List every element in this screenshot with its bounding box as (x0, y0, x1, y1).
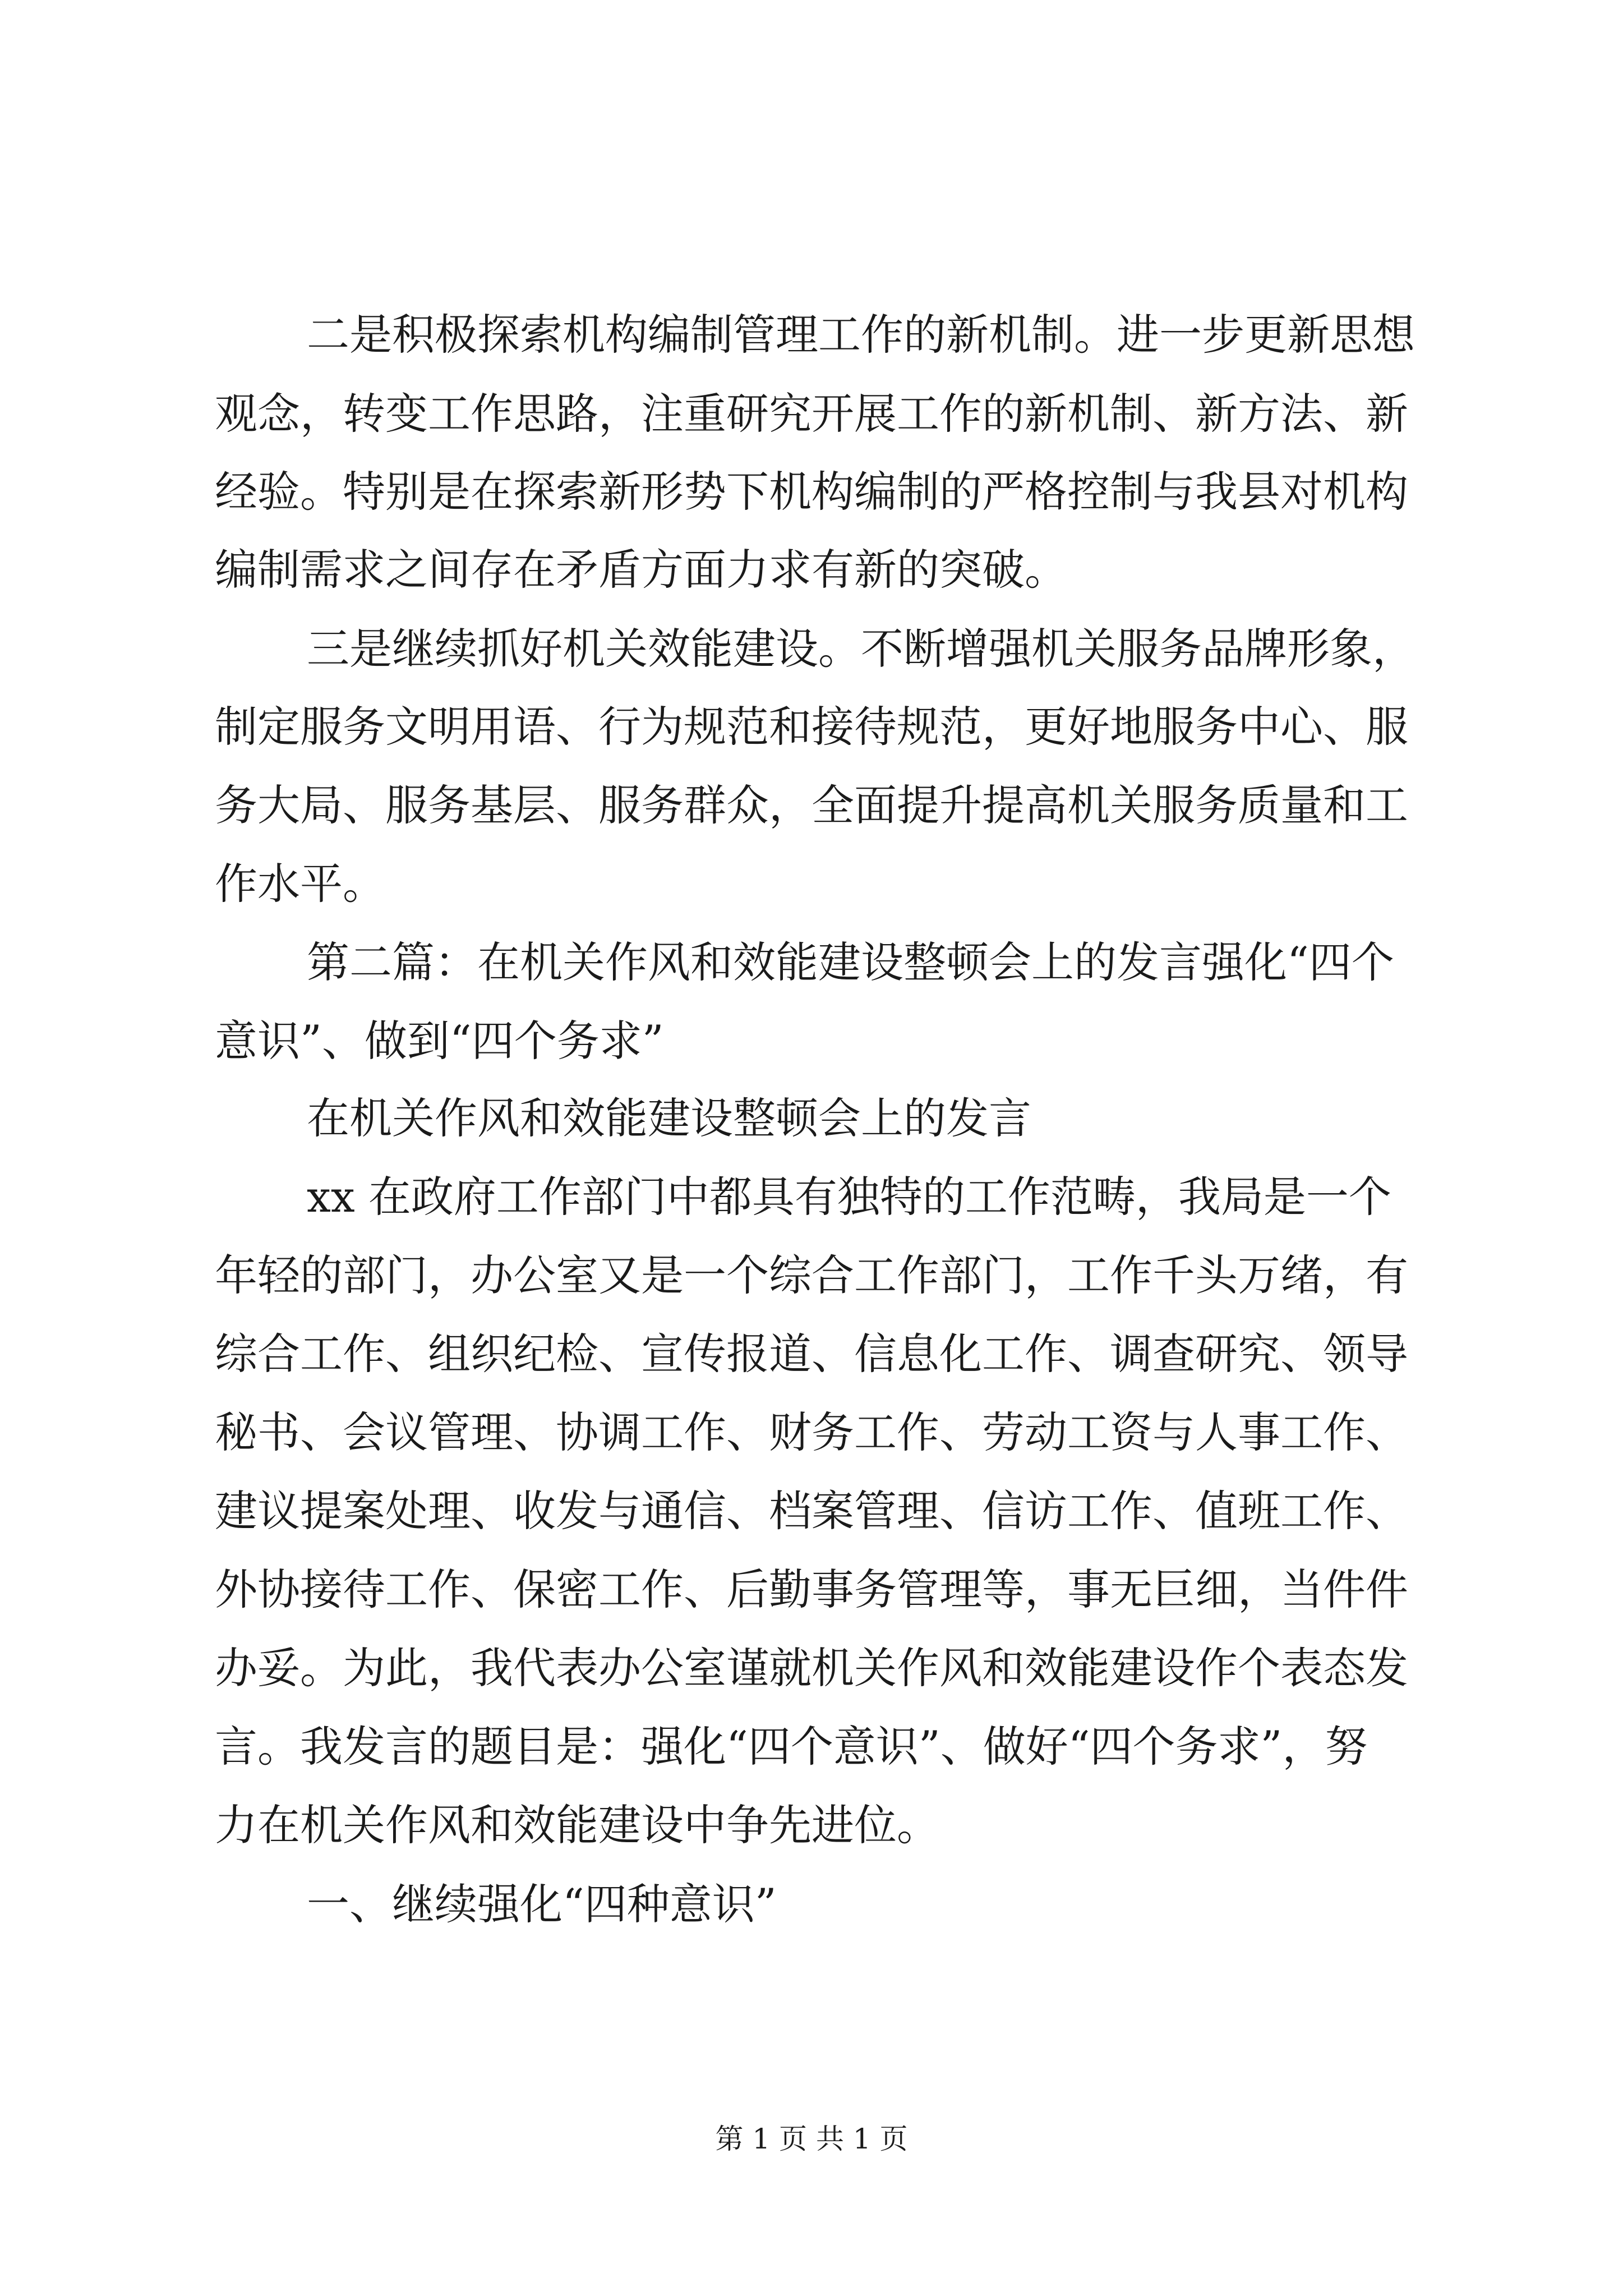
paragraph-line: 秘书、会议管理、协调工作、财务工作、劳动工资与人事工作、 (215, 1407, 1408, 1457)
paragraph-line: 经验。特别是在探索新形势下机构编制的严格控制与我县对机构 (215, 467, 1408, 517)
paragraph-line: 言。我发言的题目是：强化“四个意识”、做好“四个务求”，努 (215, 1722, 1368, 1772)
paragraph-line: 建议提案处理、收发与通信、档案管理、信访工作、值班工作、 (215, 1486, 1408, 1536)
paragraph-line: 编制需求之间存在矛盾方面力求有新的突破。 (215, 545, 1067, 595)
paragraph-line: 办妥。为此，我代表办公室谨就机关作风和效能建设作个表态发 (215, 1643, 1408, 1693)
subsection-heading: 一、继续强化“四种意识” (307, 1879, 777, 1929)
paragraph-line: 外协接待工作、保密工作、后勤事务管理等，事无巨细，当件件 (215, 1565, 1408, 1614)
section-heading-line: 第二篇：在机关作风和效能建设整顿会上的发言强化“四个 (307, 937, 1394, 987)
paragraph-line: 三是继续抓好机关效能建设。不断增强机关服务品牌形象， (307, 624, 1415, 674)
section-heading-line: 意识”、做到“四个务求” (215, 1016, 664, 1066)
paragraph-line: xx 在政府工作部门中都具有独特的工作范畴，我局是一个 (307, 1172, 1391, 1222)
paragraph-line: 年轻的部门，办公室又是一个综合工作部门，工作千头万绪，有 (215, 1250, 1408, 1300)
paragraph-line: 力在机关作风和效能建设中争先进位。 (215, 1800, 939, 1850)
paragraph-line: 制定服务文明用语、行为规范和接待规范，更好地服务中心、服 (215, 702, 1408, 752)
paragraph-line: 二是积极探索机构编制管理工作的新机制。进一步更新思想 (307, 310, 1415, 360)
paragraph-line: 作水平。 (215, 859, 385, 909)
page-footer: 第 1 页 共 1 页 (715, 2123, 908, 2155)
speech-title: 在机关作风和效能建设整顿会上的发言 (307, 1093, 1031, 1143)
paragraph-line: 综合工作、组织纪检、宣传报道、信息化工作、调查研究、领导 (215, 1329, 1408, 1379)
paragraph-line: 务大局、服务基层、服务群众，全面提升提高机关服务质量和工 (215, 780, 1408, 830)
paragraph-line: 观念，转变工作思路，注重研究开展工作的新机制、新方法、新 (215, 389, 1408, 439)
